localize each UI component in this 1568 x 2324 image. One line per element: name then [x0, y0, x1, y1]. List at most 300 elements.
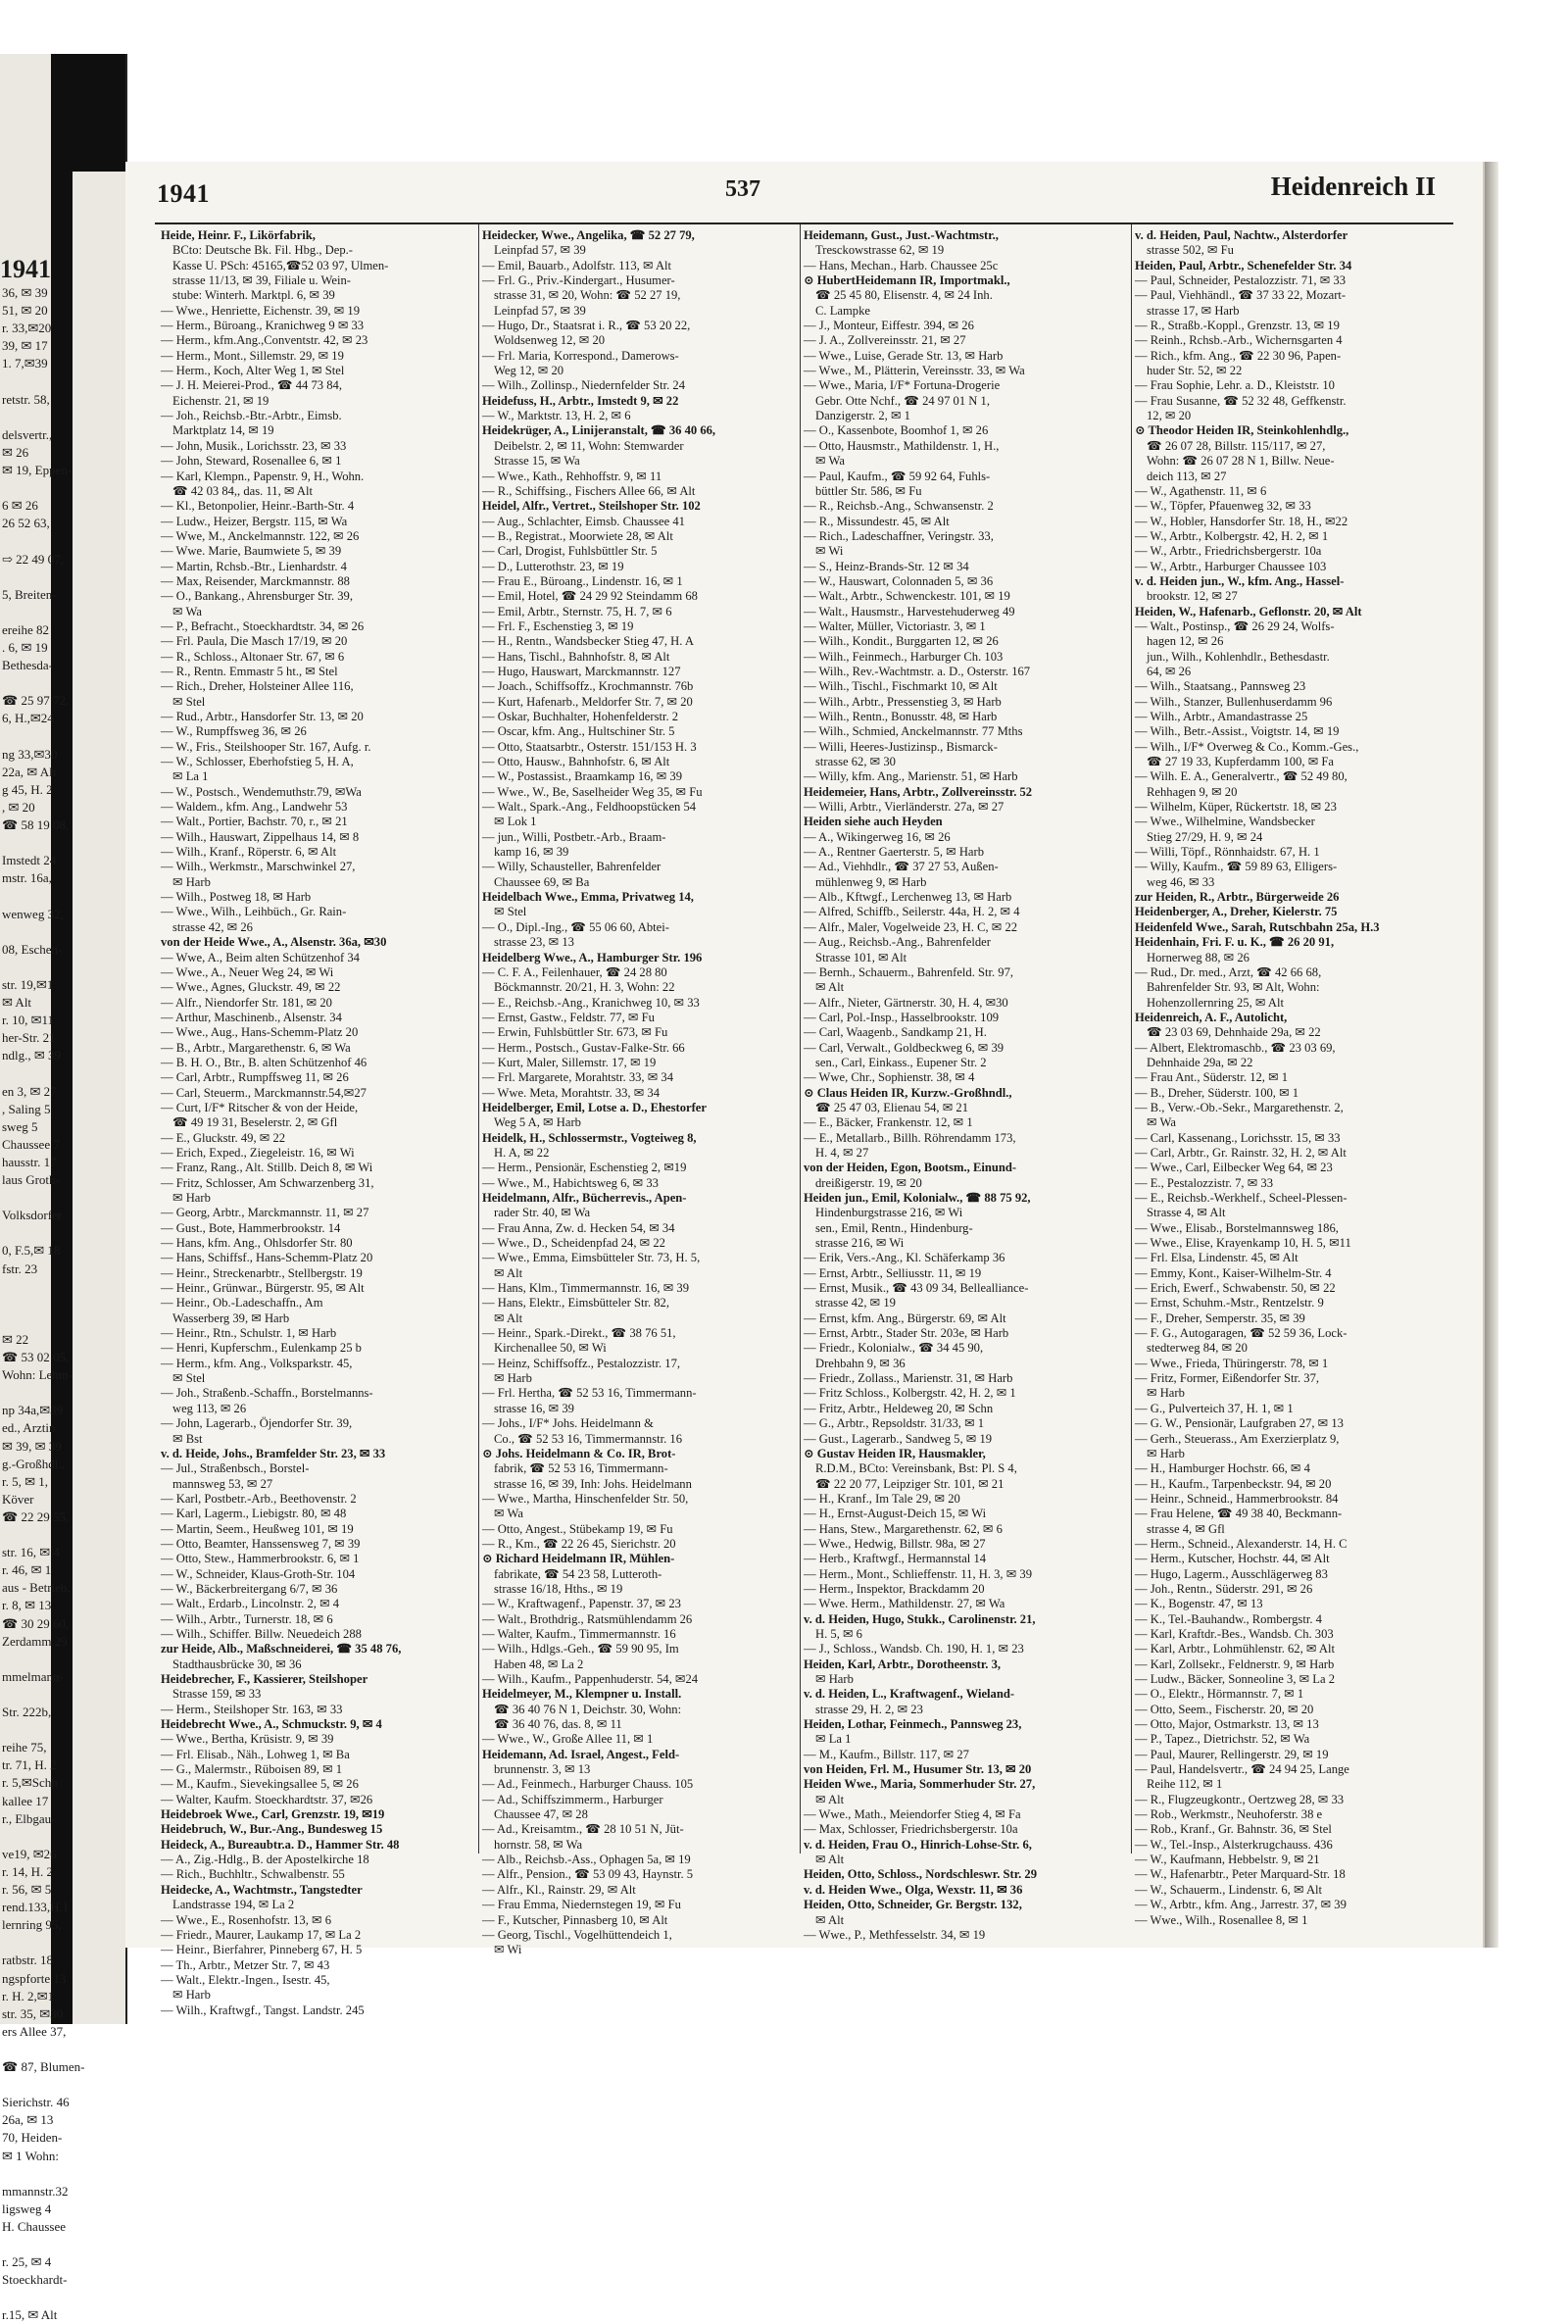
directory-entry: — R., Missundestr. 45, ✉ Alt	[804, 514, 950, 528]
directory-entry: — Ernst, Arbtr., Selliusstr. 11, ✉ 19	[804, 1265, 982, 1280]
directory-entry: — Wilh., Werkmstr., Marschwinkel 27,	[161, 860, 356, 874]
left-page-fragment: np 34a,✉39	[2, 1403, 64, 1418]
directory-entry: — Herm., Koch, Alter Weg 1, ✉ Stel	[161, 364, 345, 378]
directory-entry: — Wilh., Postweg 18, ✉ Harb	[161, 890, 312, 905]
left-page-fragment: ☎ 25 97 72,	[2, 693, 70, 709]
directory-entry: — W., Fris., Steilshooper Str. 167, Aufg. r.	[161, 739, 371, 754]
directory-entry: — E., Pestalozzistr. 7, ✉ 33	[1135, 1175, 1274, 1190]
directory-entry: ✉ Stel	[172, 1371, 206, 1386]
directory-entry: — Franz, Rang., Alt. Stillb. Deich 8, ✉ Wi	[161, 1161, 373, 1175]
left-page-fragment: . 6, ✉ 19	[2, 640, 48, 655]
directory-entry: Heidenreich, A. F., Autolicht,	[1135, 1010, 1288, 1024]
left-page-fragment: Köver	[2, 1491, 34, 1507]
directory-entry: — W., Kaufmann, Hebbelstr. 9, ✉ 21	[1135, 1853, 1320, 1867]
directory-entry: — Henri, Kupferschm., Eulenkamp 25 b	[161, 1341, 362, 1356]
directory-entry: — Erwin, Fuhlsbüttler Str. 673, ✉ Fu	[482, 1025, 668, 1040]
directory-entry: — Alfr., Nieter, Gärtnerstr. 30, H. 4, ✉30	[804, 995, 1008, 1010]
directory-entry: hagen 12, ✉ 26	[1147, 634, 1224, 649]
left-page-fragment: H. Chaussee	[2, 2218, 66, 2234]
directory-entry: — O., Bankang., Ahrensburger Str. 39,	[161, 589, 354, 604]
directory-entry: fabrikate, ☎ 54 23 58, Lutteroth-	[494, 1566, 662, 1581]
directory-entry: — B., Arbtr., Margarethenstr. 6, ✉ Wa	[161, 1040, 351, 1055]
directory-entry: ✉ Alt	[815, 1792, 845, 1806]
directory-entry: — Wwe., Wilh., Leihbüch., Gr. Rain-	[161, 905, 347, 919]
column-divider	[800, 224, 801, 1854]
directory-entry: — Joh., Reichsb.-Btr.-Arbtr., Eimsb.	[161, 409, 342, 423]
directory-entry: — Wwe., Elisab., Borstelmannsweg 186,	[1135, 1220, 1339, 1235]
directory-entry: — Wwe., M., Plätterin, Vereinsstr. 33, ✉ Wa	[804, 364, 1025, 378]
directory-entry: Heidenfeld Wwe., Sarah, Rutschbahn 25a, H.3	[1135, 919, 1380, 934]
left-page-fragment: r. 5,✉Schh	[2, 1775, 58, 1791]
directory-entry: — Wwe., Bertha, Krüsistr. 9, ✉ 39	[161, 1732, 334, 1747]
left-page-fragment: ngspforte 13	[2, 1970, 67, 1986]
directory-entry: — Wwe., Agnes, Gluckstr. 49, ✉ 22	[161, 980, 341, 995]
directory-entry: Reihe 112, ✉ 1	[1147, 1777, 1223, 1792]
directory-entry: — W., Postsch., Wendemuthstr.79, ✉Wa	[161, 784, 362, 799]
directory-entry: — E., Reichsb.-Ang., Kranichweg 10, ✉ 33	[482, 995, 700, 1010]
directory-entry: büttler Str. 586, ✉ Fu	[815, 483, 922, 498]
directory-entry: Heidebrecht Wwe., A., Schmuckstr. 9, ✉ 4	[161, 1717, 382, 1732]
directory-entry: ✉ Wa	[172, 604, 202, 618]
directory-entry: — W., Schlosser, Eberhofstieg 5, H. A,	[161, 755, 354, 769]
directory-entry: Haben 48, ✉ La 2	[494, 1656, 584, 1671]
directory-entry: — W., Arbtr., Friedrichsbergerstr. 10a	[1135, 544, 1322, 559]
directory-entry: — Kl., Betonpolier, Heinr.-Barth-Str. 4	[161, 499, 355, 514]
directory-entry: Heidemann, Gust., Just.-Wachtmstr.,	[804, 228, 999, 242]
directory-entry: — Wwe., Emma, Eimsbütteler Str. 73, H. 5,	[482, 1251, 701, 1265]
directory-entry: von der Heiden, Egon, Bootsm., Einund-	[804, 1161, 1017, 1175]
left-page-fragment: Sierichstr. 46	[2, 2095, 70, 2110]
directory-entry: — Otto, Stew., Hammerbrookstr. 6, ✉ 1	[161, 1552, 360, 1566]
directory-entry: Heidebrecher, F., Kassierer, Steilshoper	[161, 1672, 368, 1686]
directory-entry: mühlenweg 9, ✉ Harb	[815, 874, 927, 889]
directory-entry: strasse 4, ✉ Gfl	[1147, 1521, 1225, 1536]
directory-entry: — Wwe. Marie, Baumwiete 5, ✉ 39	[161, 544, 342, 559]
directory-entry: — E., Gluckstr. 49, ✉ 22	[161, 1130, 286, 1145]
directory-entry: — S., Heinz-Brands-Str. 12 ✉ 34	[804, 559, 969, 573]
directory-entry: — Wwe. Meta, Morahtstr. 33, ✉ 34	[482, 1085, 661, 1100]
directory-entry: jun., Wilh., Kohlenhdlr., Bethesdastr.	[1147, 649, 1330, 664]
directory-entry: v. d. Heiden Wwe., Olga, Wexstr. 11, ✉ 36	[804, 1882, 1023, 1897]
directory-entry: Heiden, Otto, Schneider, Gr. Bergstr. 132,	[804, 1898, 1022, 1912]
column-divider	[478, 224, 479, 1854]
directory-entry: — Arthur, Maschinenb., Alsenstr. 34	[161, 1010, 342, 1024]
directory-entry: — Heinz, Schiffsoffz., Pestalozzistr. 17,	[482, 1356, 681, 1370]
directory-entry: H. A, ✉ 22	[494, 1145, 550, 1160]
directory-entry: — H., Ernst-August-Deich 15, ✉ Wi	[804, 1507, 987, 1521]
directory-entry: Heidel, Alfr., Vertret., Steilshoper Str. 102	[482, 499, 701, 514]
directory-entry: — Walt., Elektr.-Ingen., Isestr. 45,	[161, 1972, 330, 1987]
directory-entry: stedterweg 84, ✉ 20	[1147, 1341, 1248, 1356]
directory-entry: strasse 31, ✉ 20, Wohn: ☎ 52 27 19,	[494, 288, 681, 303]
directory-entry: ☎ 36 40 76, das. 8, ✉ 11	[494, 1717, 622, 1732]
left-page-fragment: ereihe 82	[2, 621, 50, 637]
directory-entry: ✉ Wa	[815, 454, 845, 469]
directory-entry: ⊙ Claus Heiden IR, Kurzw.-Großhndl.,	[804, 1085, 1012, 1100]
directory-entry: — Heinr., Streckenarbtr., Stellbergstr. 19	[161, 1265, 363, 1280]
directory-entry: Heidelmeyer, M., Klempner u. Install.	[482, 1687, 682, 1702]
directory-entry: — Carl, Arbtr., Gr. Rainstr. 32, H. 2, ✉ Alt	[1135, 1145, 1347, 1160]
directory-entry: — Ludw., Bäcker, Sonneoline 3, ✉ La 2	[1135, 1672, 1336, 1686]
directory-entry: — Alb., Kftwgf., Lerchenweg 13, ✉ Harb	[804, 890, 1012, 905]
directory-entry: deich 113, ✉ 27	[1147, 469, 1227, 483]
left-page-fragment: Chaussee 7	[2, 1136, 60, 1152]
directory-entry: — R., Rentn. Emmastr 5 ht., ✉ Stel	[161, 664, 338, 678]
left-page-fragment: her-Str. 21	[2, 1030, 56, 1046]
directory-entry: Heiden, Karl, Arbtr., Dorotheenstr. 3,	[804, 1656, 1002, 1671]
directory-entry: — Wilh., Betr.-Assist., Voigtstr. 14, ✉ 19	[1135, 724, 1340, 739]
directory-entry: Stieg 27/29, H. 9, ✉ 24	[1147, 829, 1263, 844]
directory-entry: — Carl, Waagenb., Sandkamp 21, H.	[804, 1025, 987, 1040]
directory-entry: ☎ 23 03 69, Dehnhaide 29a, ✉ 22	[1147, 1025, 1321, 1040]
directory-entry: — Walt., Spark.-Ang., Feldhoopstücken 54	[482, 800, 697, 815]
directory-entry: — Frl. Elsa, Lindenstr. 45, ✉ Alt	[1135, 1251, 1298, 1265]
directory-entry: — Hugo, Dr., Staatsrat i. R., ☎ 53 20 22,	[482, 319, 691, 333]
directory-entry: — Wilh., Stanzer, Bullenhuserdamm 96	[1135, 694, 1333, 709]
left-page-fragment: retstr. 58,	[2, 391, 50, 407]
directory-entry: — Th., Arbtr., Metzer Str. 7, ✉ 43	[161, 1957, 330, 1972]
directory-entry: — F. G., Autogaragen, ☎ 52 59 36, Lock-	[1135, 1326, 1348, 1341]
page-header	[125, 162, 1485, 221]
directory-entry: — Herm., Inspektor, Brackdamm 20	[804, 1581, 985, 1596]
directory-entry: ✉ Bst	[172, 1431, 203, 1446]
directory-entry: — Kurt, Maler, Sillemstr. 17, ✉ 19	[482, 1055, 657, 1069]
directory-entry: — Emmy, Kont., Kaiser-Wilhelm-Str. 4	[1135, 1265, 1332, 1280]
directory-entry: — W., Schauerm., Lindenstr. 6, ✉ Alt	[1135, 1882, 1323, 1897]
directory-entry: — Fritz, Arbtr., Heldeweg 20, ✉ Schn	[804, 1401, 994, 1415]
left-page-fragment: Str. 222b,	[2, 1705, 52, 1719]
directory-entry: — Ad., Schiffszimmerm., Harburger	[482, 1792, 663, 1806]
directory-entry: — Wwe. Herm., Mathildenstr. 27, ✉ Wa	[804, 1597, 1005, 1611]
directory-entry: — Wilh., Hauswart, Zippelhaus 14, ✉ 8	[161, 829, 360, 844]
directory-entry: mannsweg 53, ✉ 27	[172, 1476, 273, 1491]
directory-entry: — G., Arbtr., Repsoldstr. 31/33, ✉ 1	[804, 1416, 985, 1431]
directory-entry: weg 46, ✉ 33	[1147, 874, 1215, 889]
directory-entry: — M., Kaufm., Billstr. 117, ✉ 27	[804, 1747, 969, 1761]
left-page-fragment: ☎ 53 02 05,	[2, 1350, 70, 1364]
directory-entry: Co., ☎ 52 53 16, Timmermannstr. 16	[494, 1431, 683, 1446]
directory-entry: — B., Verw.-Ob.-Sekr., Margarethenstr. 2,	[1135, 1100, 1344, 1114]
directory-entry: Chaussee 47, ✉ 28	[494, 1807, 588, 1822]
directory-entry: — Gerh., Steuerass., Am Exerzierplatz 9,	[1135, 1431, 1340, 1446]
left-page-fragment: reihe 75,	[2, 1740, 47, 1755]
directory-entry: — Wwe., A., Neuer Weg 24, ✉ Wi	[161, 964, 334, 979]
left-page-fragment: 51, ✉ 20	[2, 303, 48, 319]
left-page-fragment: wenweg 32,	[2, 906, 64, 921]
directory-entry: — R., Straßb.-Koppl., Grenzstr. 13, ✉ 19	[1135, 319, 1340, 333]
directory-entry: ☎ 22 20 77, Leipziger Str. 101, ✉ 21	[815, 1476, 1004, 1491]
left-page-fragment: r. 25, ✉ 4	[2, 2254, 52, 2270]
directory-entry: — Herm., Schneid., Alexanderstr. 14, H. C	[1135, 1536, 1348, 1551]
directory-entry: — Jul., Straßenbsch., Borstel-	[161, 1461, 310, 1476]
directory-entry: 64, ✉ 26	[1147, 664, 1192, 678]
directory-entry: — Wilh., Schmied, Anckelmannstr. 77 Mths	[804, 724, 1023, 739]
directory-entry: ✉ Harb	[172, 1191, 211, 1205]
directory-entry: Hohenzollernring 25, ✉ Alt	[1147, 995, 1284, 1010]
directory-entry: ✉ Wa	[494, 1507, 523, 1521]
directory-entry: — O., Elektr., Hörmannstr. 7, ✉ 1	[1135, 1687, 1304, 1702]
directory-entry: Deibelstr. 2, ✉ 11, Wohn: Stemwarder	[494, 438, 684, 453]
directory-entry: — A., Wikingerweg 16, ✉ 26	[804, 829, 951, 844]
directory-entry: ⊙ Gustav Heiden IR, Hausmakler,	[804, 1446, 986, 1460]
directory-entry: — Walter, Müller, Victoriastr. 3, ✉ 1	[804, 618, 986, 633]
left-page-fragment: 6, H.,✉24	[2, 711, 54, 726]
directory-entry: — Emil, Arbtr., Sternstr. 75, H. 7, ✉ 6	[482, 604, 672, 618]
left-page-fragment: r. 5, ✉ 1,	[2, 1473, 49, 1489]
directory-entry: sen., Emil, Rentn., Hindenburg-	[815, 1220, 973, 1235]
directory-entry: Heidemann, Ad. Israel, Angest., Feld-	[482, 1747, 680, 1761]
directory-entry: stube: Winterh. Marktpl. 6, ✉ 39	[172, 288, 335, 303]
directory-entry: Heideck, A., Bureaubtr.a. D., Hammer Str. 48	[161, 1837, 400, 1852]
directory-entry: — Erich, Ewerf., Schwabenstr. 50, ✉ 22	[1135, 1281, 1336, 1296]
directory-entry: Heidelberg Wwe., A., Hamburger Str. 196	[482, 950, 703, 964]
directory-entry: H. 4, ✉ 27	[815, 1145, 869, 1160]
directory-entry: Strasse 101, ✉ Alt	[815, 950, 907, 964]
directory-entry: Heiden, W., Hafenarb., Geflonstr. 20, ✉ Alt	[1135, 604, 1362, 618]
left-page-fragment: Imstedt 24	[2, 853, 57, 868]
directory-entry: strasse 29, H. 2, ✉ 23	[815, 1702, 923, 1716]
directory-entry: — Wwe., Kath., Rehhoffstr. 9, ✉ 11	[482, 469, 662, 483]
directory-entry: — J. H. Meierei-Prod., ☎ 44 73 84,	[161, 378, 342, 393]
directory-entry: ✉ Lok 1	[494, 815, 537, 829]
directory-entry: H. 5, ✉ 6	[815, 1626, 862, 1641]
directory-entry: — Wwe, M., Anckelmannstr. 122, ✉ 26	[161, 528, 360, 543]
directory-entry: ✉ Harb	[172, 874, 211, 889]
left-page-fragment: ✉ 19, Eppen-	[2, 463, 73, 477]
directory-entry: ☎ 25 45 80, Elisenstr. 4, ✉ 24 Inh.	[815, 288, 993, 303]
directory-entry: — Herm., Pensionär, Eschenstieg 2, ✉19	[482, 1161, 687, 1175]
directory-entry: — M., Kaufm., Sievekingsallee 5, ✉ 26	[161, 1777, 359, 1792]
directory-entry: — Willy, Kaufm., ☎ 59 89 63, Elligers-	[1135, 860, 1338, 874]
directory-entry: Heidecker, Wwe., Angelika, ☎ 52 27 79,	[482, 228, 695, 242]
directory-entry: — O., Dipl.-Ing., ☎ 55 06 60, Abtei-	[482, 919, 669, 934]
directory-entry: — Friedr., Kolonialw., ☎ 34 45 90,	[804, 1341, 984, 1356]
directory-entry: — Rob., Kranf., Gr. Bahnstr. 36, ✉ Stel	[1135, 1822, 1332, 1837]
directory-entry: — Hans, Schiffsf., Hans-Schemm-Platz 20	[161, 1251, 373, 1265]
left-page-fragment: ve19, ✉26	[2, 1846, 57, 1861]
directory-entry: — Karl, Postbetr.-Arb., Beethovenstr. 2	[161, 1491, 357, 1506]
left-page-fragment: laus Groth-	[2, 1172, 60, 1187]
directory-entry: — Frl. Elisab., Näh., Lohweg 1, ✉ Ba	[161, 1747, 350, 1761]
directory-entry: — Gust., Lagerarb., Sandweg 5, ✉ 19	[804, 1431, 993, 1446]
directory-entry: Kirchenallee 50, ✉ Wi	[494, 1341, 607, 1356]
left-page-fragment: 0, F.5,✉ 18	[2, 1243, 61, 1259]
directory-entry: Eichenstr. 21, ✉ 19	[172, 393, 270, 408]
directory-entry: v. d. Heide, Johs., Bramfelder Str. 23, ✉ 33	[161, 1446, 386, 1460]
left-page-fragment: Volksdorfer	[2, 1208, 63, 1223]
directory-entry: — Ernst, Arbtr., Stader Str. 203e, ✉ Harb	[804, 1326, 1009, 1341]
directory-entry: BCto: Deutsche Bk. Fil. Hbg., Dep.-	[172, 243, 353, 258]
directory-entry: Strasse 4, ✉ Alt	[1147, 1206, 1226, 1220]
left-page-fragment: ed., Arztin	[2, 1420, 56, 1436]
directory-entry: — Alfr., Pension., ☎ 53 09 43, Haynstr. 5	[482, 1867, 694, 1882]
left-page-fragment: r. 14, H. 2	[2, 1863, 53, 1879]
left-page-fragment: lernring 95,	[2, 1917, 62, 1933]
column-divider	[1131, 224, 1132, 1854]
directory-entry: Strasse 159, ✉ 33	[172, 1687, 262, 1702]
left-page-fragment: g.-Großhdl.,	[2, 1456, 65, 1471]
directory-entry: Leinpfad 57, ✉ 39	[494, 243, 586, 258]
directory-entry: — Max, Reisender, Marckmannstr. 88	[161, 573, 350, 588]
directory-entry: — Wwe., Hedwig, Billstr. 98a, ✉ 27	[804, 1536, 986, 1551]
directory-entry: Heidefuss, H., Arbtr., Imstedt 9, ✉ 22	[482, 393, 679, 408]
directory-entry: — Heinr., Rtn., Schulstr. 1, ✉ Harb	[161, 1326, 337, 1341]
directory-entry: — Friedr., Zollass., Marienstr. 31, ✉ Harb	[804, 1371, 1013, 1386]
left-page-fragment: 22a, ✉ Alt	[2, 764, 57, 779]
directory-entry: — Heinr., Ob.-Ladeschaffn., Am	[161, 1296, 323, 1310]
directory-entry: — Carl, Kassenang., Lorichsstr. 15, ✉ 33	[1135, 1130, 1341, 1145]
directory-entry: — Heinr., Schneid., Hammerbrookstr. 84	[1135, 1491, 1339, 1506]
directory-entry: Strasse 15, ✉ Wa	[494, 454, 580, 469]
directory-entry: — Albert, Elektromaschb., ☎ 23 03 69,	[1135, 1040, 1336, 1055]
directory-entry: ✉ Alt	[815, 980, 845, 995]
left-page-year: 1941	[0, 255, 51, 283]
directory-entry: — Wwe., W., Be, Saselheider Weg 35, ✉ Fu	[482, 784, 703, 799]
directory-entry: ⊙ Theodor Heiden IR, Steinkohlenhdlg.,	[1135, 423, 1349, 438]
directory-entry: huder Str. 52, ✉ 22	[1147, 364, 1243, 378]
directory-entry: — Frl. Margarete, Morahtstr. 33, ✉ 34	[482, 1070, 673, 1085]
directory-entry: ✉ Harb	[1147, 1386, 1185, 1401]
directory-entry: — Wilh., Rentn., Bonusstr. 48, ✉ Harb	[804, 710, 998, 723]
directory-entry: — Frau Emma, Niedernstegen 19, ✉ Fu	[482, 1898, 681, 1912]
directory-entry: Rehhagen 9, ✉ 20	[1147, 784, 1238, 799]
left-page-fragment: ✉ 1 Wohn:	[2, 2148, 59, 2163]
left-page-fragment: ligsweg 4	[2, 2200, 52, 2216]
directory-entry: — Emil, Hotel, ☎ 24 29 92 Steindamm 68	[482, 589, 698, 604]
directory-entry: ✉ La 1	[815, 1732, 852, 1747]
directory-entry: — Wilh., Kraftwgf., Tangst. Landstr. 245	[161, 2003, 365, 2017]
directory-entry: — Hans, Stew., Margarethenstr. 62, ✉ 6	[804, 1521, 1003, 1536]
directory-entry: Heidecke, A., Wachtmstr., Tangstedter	[161, 1882, 363, 1897]
left-page-fragment: r. H. 2,✉1	[2, 1988, 55, 2003]
directory-entry: — W., Töpfer, Pfauenweg 32, ✉ 33	[1135, 499, 1311, 514]
directory-entry: — H., Rentn., Wandsbecker Stieg 47, H. A	[482, 634, 694, 649]
directory-entry: hornstr. 58, ✉ Wa	[494, 1837, 583, 1852]
directory-entry: — Wilh. E. A., Generalvertr., ☎ 52 49 80,	[1135, 769, 1348, 784]
directory-entry: — Herm., kfm. Ang., Volksparkstr. 45,	[161, 1356, 353, 1370]
left-page-fragment: 26a, ✉ 13	[2, 2112, 54, 2128]
directory-page	[125, 162, 1485, 2017]
left-page-fragment: ✉ 22	[2, 1331, 29, 1347]
directory-entry: — Hans, kfm. Ang., Ohlsdorfer Str. 80	[161, 1236, 353, 1251]
directory-entry: Chaussee 69, ✉ Ba	[494, 874, 590, 889]
directory-entry: Dehnhaide 29a, ✉ 22	[1147, 1055, 1253, 1069]
left-page-fragment: 26 52 63,	[2, 516, 50, 531]
left-page-fragment: rend.133,H.1	[2, 1900, 70, 1915]
directory-entry: brookstr. 12, ✉ 27	[1147, 589, 1238, 604]
directory-entry: Bahrenfelder Str. 93, ✉ Alt, Wohn:	[1147, 980, 1320, 995]
directory-entry: v. d. Heiden, Paul, Nachtw., Alsterdorfer	[1135, 228, 1348, 242]
directory-entry: — Rob., Werkmstr., Neuhoferstr. 38 e	[1135, 1807, 1323, 1822]
directory-entry: — Herm., Mont., Sillemstr. 29, ✉ 19	[161, 348, 344, 363]
directory-entry: — Walt., Erdarb., Lincolnstr. 2, ✉ 4	[161, 1597, 340, 1611]
directory-entry: — Otto, Hausmstr., Mathildenstr. 1, H.,	[804, 438, 1000, 453]
directory-entry: Heidekrüger, A., Linijeranstalt, ☎ 36 40 66,	[482, 423, 716, 438]
directory-entry: v. d. Heiden jun., W., kfm. Ang., Hassel-	[1135, 573, 1345, 588]
directory-entry: ✉ La 1	[172, 769, 209, 784]
directory-entry: v. d. Heiden, Hugo, Stukk., Carolinenstr. 21,	[804, 1611, 1036, 1626]
left-page-fragment: ratbstr. 18	[2, 1953, 53, 1968]
directory-entry: Tresckowstrasse 62, ✉ 19	[815, 243, 945, 258]
directory-entry: — E., Bäcker, Frankenstr. 12, ✉ 1	[804, 1115, 973, 1130]
directory-entry: fabrik, ☎ 52 53 16, Timmermann-	[494, 1461, 668, 1476]
directory-entry: Heidelmann, Alfr., Bücherrevis., Apen-	[482, 1191, 687, 1205]
directory-entry: Heiden, Otto, Schloss., Nordschleswr. Str. 29	[804, 1867, 1038, 1882]
directory-entry: — Max, Schlosser, Friedrichsbergerstr. 10a	[804, 1822, 1018, 1837]
page-edge-shadow	[1485, 162, 1498, 1948]
directory-entry: ☎ 36 40 76 N 1, Deichstr. 30, Wohn:	[494, 1702, 682, 1716]
directory-entry: — Ernst, Gastw., Feldstr. 77, ✉ Fu	[482, 1010, 655, 1024]
directory-entry: — J., Monteur, Eiffestr. 394, ✉ 26	[804, 319, 974, 333]
directory-entry: — Waldem., kfm. Ang., Landwehr 53	[161, 800, 348, 815]
directory-entry: — Aug., Reichsb.-Ang., Bahrenfelder	[804, 935, 991, 950]
directory-entry: — K., Bogenstr. 47, ✉ 13	[1135, 1597, 1263, 1611]
directory-entry: — Hans, Klm., Timmermannstr. 16, ✉ 39	[482, 1281, 690, 1296]
left-page-fragment: sweg 5	[2, 1118, 38, 1134]
directory-entry: — Wwe, A., Beim alten Schützenhof 34	[161, 950, 360, 964]
left-page-edge	[0, 54, 127, 2323]
left-page-fragment: , ✉ 20	[2, 799, 35, 815]
directory-entry: — Ernst, kfm. Ang., Bürgerstr. 69, ✉ Alt	[804, 1310, 1006, 1325]
left-page-fragment: Stoeckhardt-	[2, 2272, 68, 2288]
directory-entry: Heiden jun., Emil, Kolonialw., ☎ 88 75 92,	[804, 1191, 1031, 1205]
directory-entry: — Wilh., Feinmech., Harburger Ch. 103	[804, 649, 1004, 664]
directory-entry: — P., Tapez., Dietrichstr. 52, ✉ Wa	[1135, 1732, 1310, 1747]
directory-entry: Hindenburgstrasse 216, ✉ Wi	[815, 1206, 963, 1220]
directory-entry: — Ernst, Musik., ☎ 43 09 34, Bellealliance-	[804, 1281, 1029, 1296]
directory-entry: — Wwe., Math., Meiendorfer Stieg 4, ✉ Fa	[804, 1807, 1021, 1822]
directory-entry: ✉ Alt	[494, 1310, 523, 1325]
directory-entry: strasse 11/13, ✉ 39, Filiale u. Wein-	[172, 273, 351, 288]
directory-entry: — Frl. G., Priv.-Kindergart., Husumer-	[482, 273, 675, 288]
page-year: 1941	[157, 179, 210, 208]
left-page-fragment: str. 19,✉1	[2, 976, 54, 992]
directory-entry: — Wilhelm, Küper, Rückertstr. 18, ✉ 23	[1135, 800, 1337, 815]
left-page-fragment: ✉ Alt	[2, 995, 32, 1010]
directory-entry: Hornerweg 88, ✉ 26	[1147, 950, 1250, 964]
directory-entry: Leinpfad 57, ✉ 39	[494, 303, 586, 318]
directory-entry: ✉ Alt	[494, 1265, 523, 1280]
left-page-fragment: hausstr. 17	[2, 1154, 57, 1169]
directory-entry: Danzigerstr. 2, ✉ 1	[815, 409, 910, 423]
directory-entry: — H., Hamburger Hochstr. 66, ✉ 4	[1135, 1461, 1310, 1476]
directory-entry: — Carl, Steuerm., Marckmannstr.54,✉27	[161, 1085, 367, 1100]
directory-entry: — Carl, Pol.-Insp., Hasselbrookstr. 109	[804, 1010, 1000, 1024]
directory-entry: brunnenstr. 3, ✉ 13	[494, 1762, 591, 1777]
directory-entry: ✉ Harb	[1147, 1446, 1185, 1460]
directory-entry: — Otto, Staatsarbtr., Osterstr. 151/153 H. 3	[482, 739, 697, 754]
directory-entry: — Hugo, Lagerm., Ausschlägerweg 83	[1135, 1566, 1328, 1581]
directory-entry: — Paul, Handelsvertr., ☎ 24 94 25, Lange	[1135, 1762, 1349, 1777]
directory-entry: — Walt., Portier, Bachstr. 70, r., ✉ 21	[161, 815, 348, 829]
directory-entry: — W., Kraftwagenf., Papenstr. 37, ✉ 23	[482, 1597, 681, 1611]
directory-entry: Gebr. Otte Nchf., ☎ 24 97 01 N 1,	[815, 393, 990, 408]
directory-entry: — Wwe., Aug., Hans-Schemm-Platz 20	[161, 1025, 359, 1040]
column-4	[1135, 228, 1458, 1928]
directory-entry: — Wwe., Maria, I/F* Fortuna-Drogerie	[804, 378, 1001, 393]
directory-entry: — Oskar, Buchhalter, Hohenfelderstr. 2	[482, 710, 679, 723]
directory-entry: ✉ Stel	[172, 694, 206, 709]
directory-entry: — Fritz Schloss., Kolbergstr. 42, H. 2, ✉ 1	[804, 1386, 1016, 1401]
directory-entry: — Aug., Schlachter, Eimsb. Chaussee 41	[482, 514, 685, 528]
directory-entry: ✉ Alt	[815, 1853, 845, 1867]
left-page-fragment: str. 35, ✉30	[2, 2005, 64, 2021]
left-page-fragment: ers Allee 37,	[2, 2023, 67, 2039]
directory-entry: — Wwe., Martha, Hinschenfelder Str. 50,	[482, 1491, 689, 1506]
directory-entry: — Wwe., E., Rosenhofstr. 13, ✉ 6	[161, 1912, 332, 1927]
column-1	[161, 228, 474, 2018]
directory-entry: von der Heide Wwe., A., Alsenstr. 36a, ✉30	[161, 935, 387, 950]
